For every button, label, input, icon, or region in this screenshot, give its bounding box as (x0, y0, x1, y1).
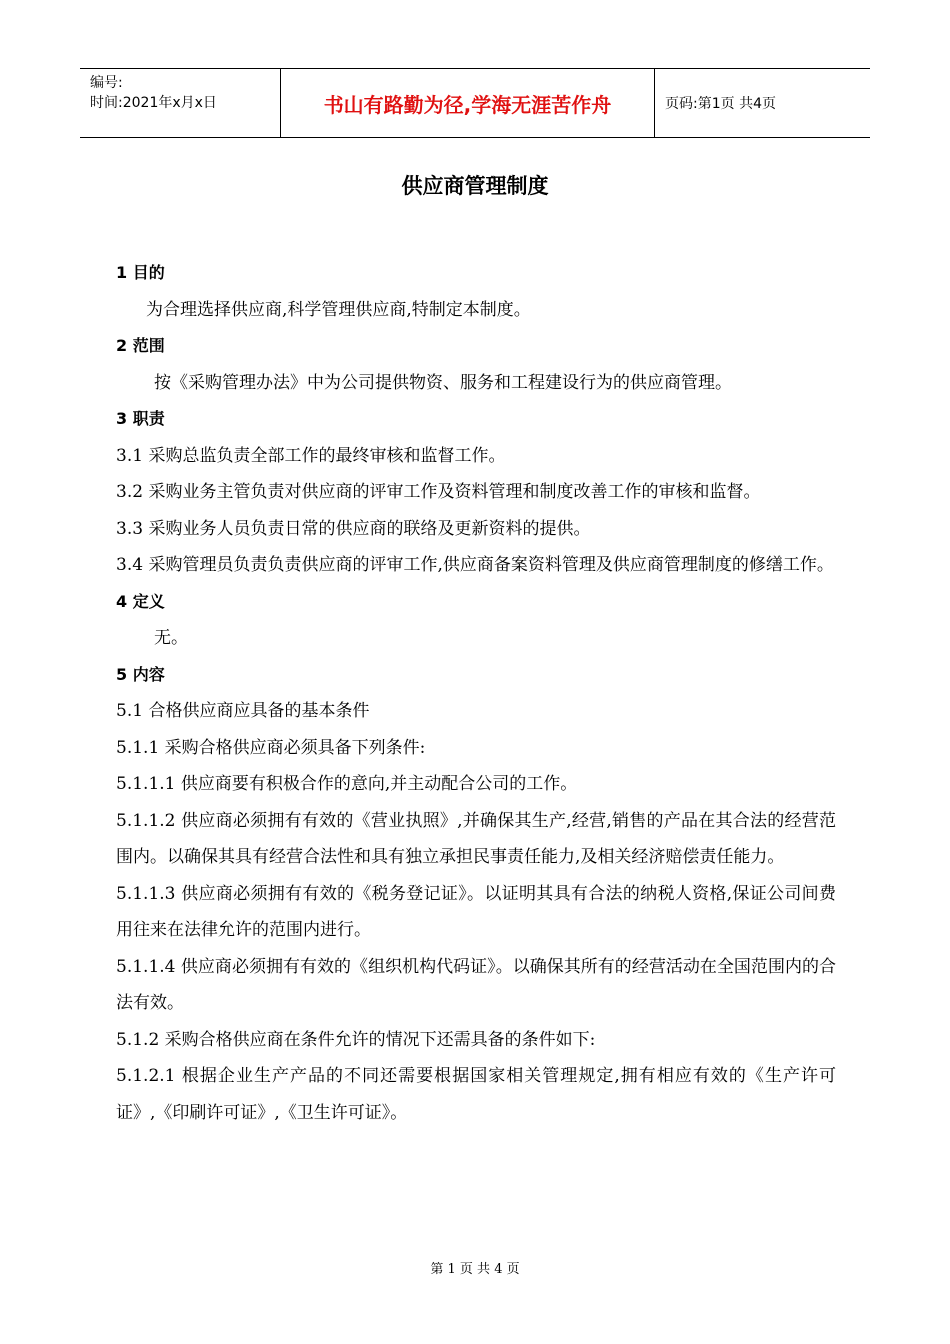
section-heading: 2 范围 (116, 336, 165, 355)
paragraph: 5.1.1 采购合格供应商必须具备下列条件: (116, 737, 426, 758)
page-header (80, 68, 870, 138)
paragraph: 按《采购管理办法》中为公司提供物资、服务和工程建设行为的供应商管理。 (154, 372, 732, 393)
page-footer: 第 1 页 共 4 页 (430, 1262, 520, 1277)
paragraph: 5.1.1.3 供应商必须拥有有效的《税务登记证》。以证明其具有合法的纳税人资格,保证公司间费用往来在法律允许的范围内进行。 (116, 883, 836, 940)
paragraph: 5.1.1.2 供应商必须拥有有效的《营业执照》,并确保其生产,经营,销售的产品在其合法的经营范围内。以确保其具有经营合法性和具有独立承担民事责任能力,及相关经济赔偿责任能力。 (116, 810, 836, 867)
section-heading: 3 职责 (116, 409, 165, 428)
paragraph: 为合理选择供应商,科学管理供应商,特制定本制度。 (146, 299, 531, 320)
number-label: 编号: (90, 75, 123, 91)
header-page-info: 页码:第1页 共4页 (665, 96, 776, 112)
paragraph: 3.4 采购管理员负责负责供应商的评审工作,供应商备案资料管理及供应商管理制度的修缮工作。 (116, 555, 834, 575)
paragraph: 5.1.2.1 根据企业生产产品的不同还需要根据国家相关管理规定,拥有相应有效的《生产许可证》,《印刷许可证》,《卫生许可证》。 (116, 1066, 836, 1123)
header-meta (80, 69, 281, 137)
paragraph: 3.3 采购业务人员负责日常的供应商的联络及更新资料的提供。 (116, 518, 591, 539)
paragraph: 5.1.1.4 供应商必须拥有有效的《组织机构代码证》。以确保其所有的经营活动在全国范围内的合法有效。 (116, 956, 836, 1013)
time-label: 时间:2021年x月x日 (90, 95, 217, 111)
paragraph: 3.1 采购总监负责全部工作的最终审核和监督工作。 (116, 445, 506, 466)
document-body (116, 255, 836, 1131)
header-motto: 书山有路勤为径,学海无涯苦作舟 (281, 69, 655, 137)
paragraph: 3.2 采购业务主管负责对供应商的评审工作及资料管理和制度改善工作的审核和监督。 (116, 482, 761, 502)
document-title: 供应商管理制度 (401, 174, 549, 198)
paragraph: 5.1.1.1 供应商要有积极合作的意向,并主动配合公司的工作。 (116, 774, 578, 794)
section-heading: 5 内容 (116, 664, 165, 684)
section-heading: 1 目的 (116, 263, 165, 282)
paragraph: 无。 (154, 628, 188, 648)
paragraph: 5.1.2 采购合格供应商在条件允许的情况下还需具备的条件如下: (116, 1029, 596, 1050)
paragraph: 5.1 合格供应商应具备的基本条件 (116, 701, 370, 721)
section-heading: 4 定义 (116, 591, 165, 611)
